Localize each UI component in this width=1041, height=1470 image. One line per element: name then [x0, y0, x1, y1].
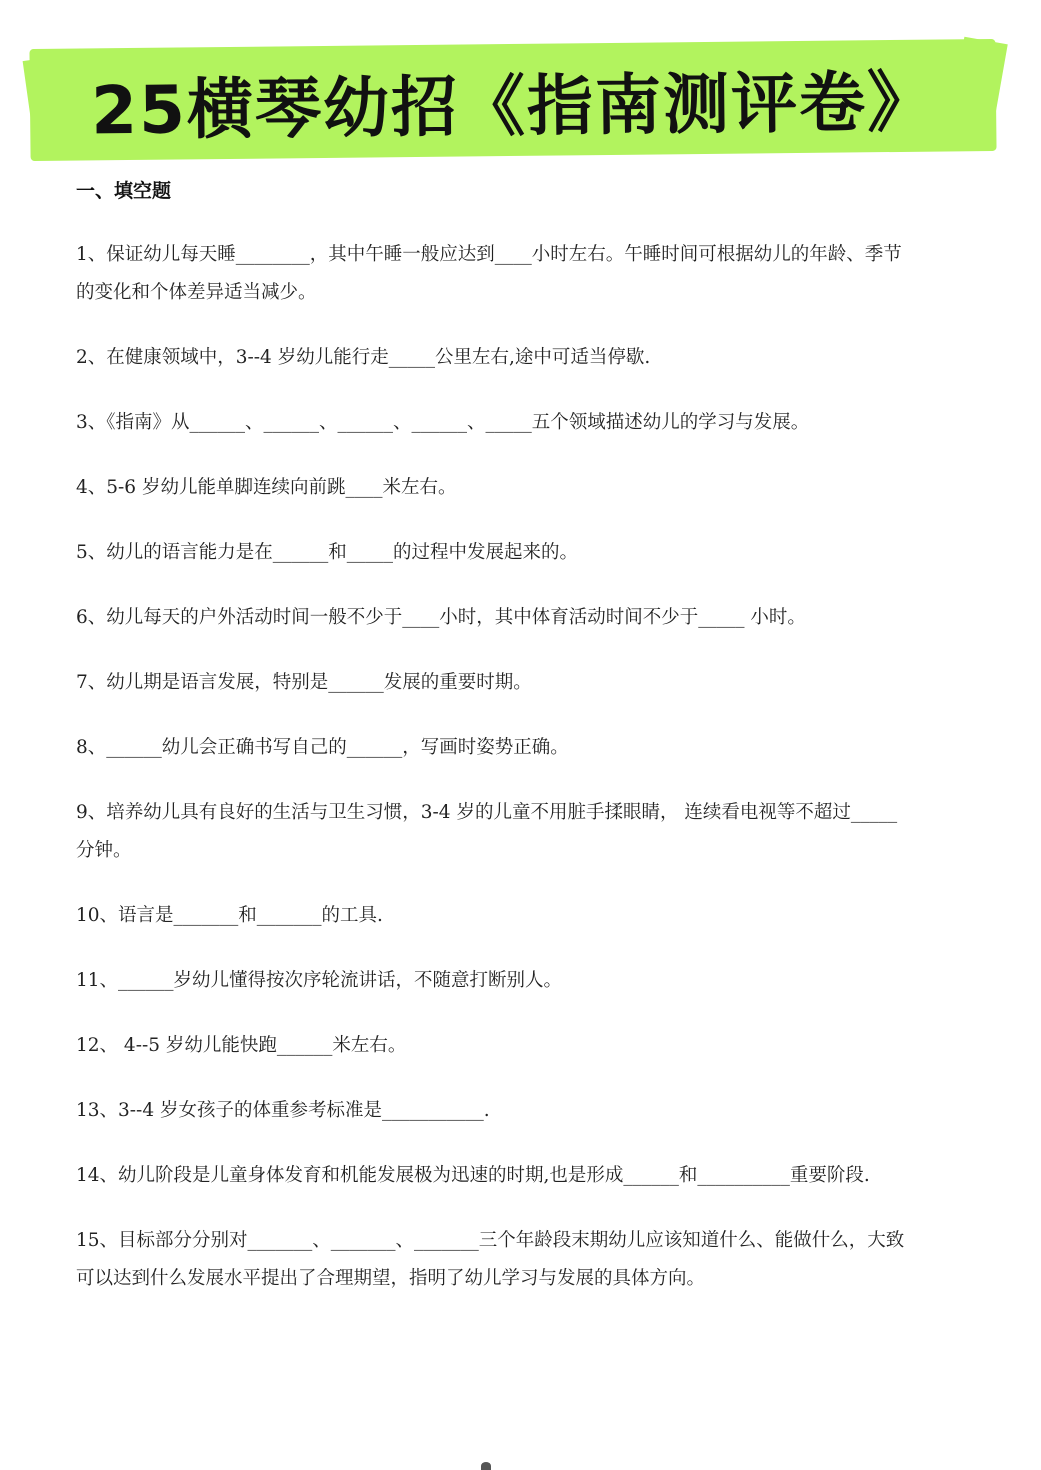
question-8: 8、______幼儿会正确书写自己的______，写画时姿势正确。: [76, 737, 569, 758]
question-12: 12、 4--5 岁幼儿能快跑______米左右。: [76, 1035, 407, 1056]
page-title: 25横琴幼招《指南测评卷》: [90, 63, 936, 149]
question-list: [76, 236, 906, 1325]
question-5: 5、幼儿的语言能力是在______和_____的过程中发展起来的。: [76, 542, 579, 563]
question-13: 13、3--4 岁女孩子的体重参考标准是___________.: [76, 1100, 490, 1121]
question-11: 11、______岁幼儿懂得按次序轮流讲话，不随意打断别人。: [76, 970, 563, 991]
question-3: 3、《指南》从______、______、______、______、_____五个领域描述幼儿的学习与发展。: [76, 412, 810, 433]
page-number-mark: [481, 1462, 491, 1470]
question-10: 10、语言是_______和_______的工具.: [76, 905, 383, 926]
question-1: 1、保证幼儿每天睡________，其中午睡一般应达到____小时左右。午睡时间可根据幼儿的年龄、季节的变化和个体差异适当减少。: [76, 244, 902, 303]
question-6: 6、幼儿每天的户外活动时间一般不少于____小时，其中体育活动时间不少于_____ 小时。: [76, 607, 806, 628]
question-15: 15、目标部分分别对_______、_______、_______三个年龄段末期幼儿应该知道什么、能做什么，大致可以达到什么发展水平提出了合理期望，指明了幼儿学习与发展的具体方向。: [76, 1230, 905, 1289]
question-4: 4、5-6 岁幼儿能单脚连续向前跳____米左右。: [76, 477, 457, 498]
question-14: 14、幼儿阶段是儿童身体发育和机能发展极为迅速的时期,也是形成______和__________重要阶段.: [76, 1165, 870, 1186]
question-7: 7、幼儿期是语言发展，特别是______发展的重要时期。: [76, 672, 532, 693]
question-9: 9、培养幼儿具有良好的生活与卫生习惯，3-4 岁的儿童不用脏手揉眼睛， 连续看电视等不超过_____ 分钟。: [76, 802, 898, 861]
question-2: 2、在健康领域中，3--4 岁幼儿能行走_____公里左右,途中可适当停歇.: [76, 347, 651, 368]
section-heading: 一、填空题: [76, 180, 172, 202]
